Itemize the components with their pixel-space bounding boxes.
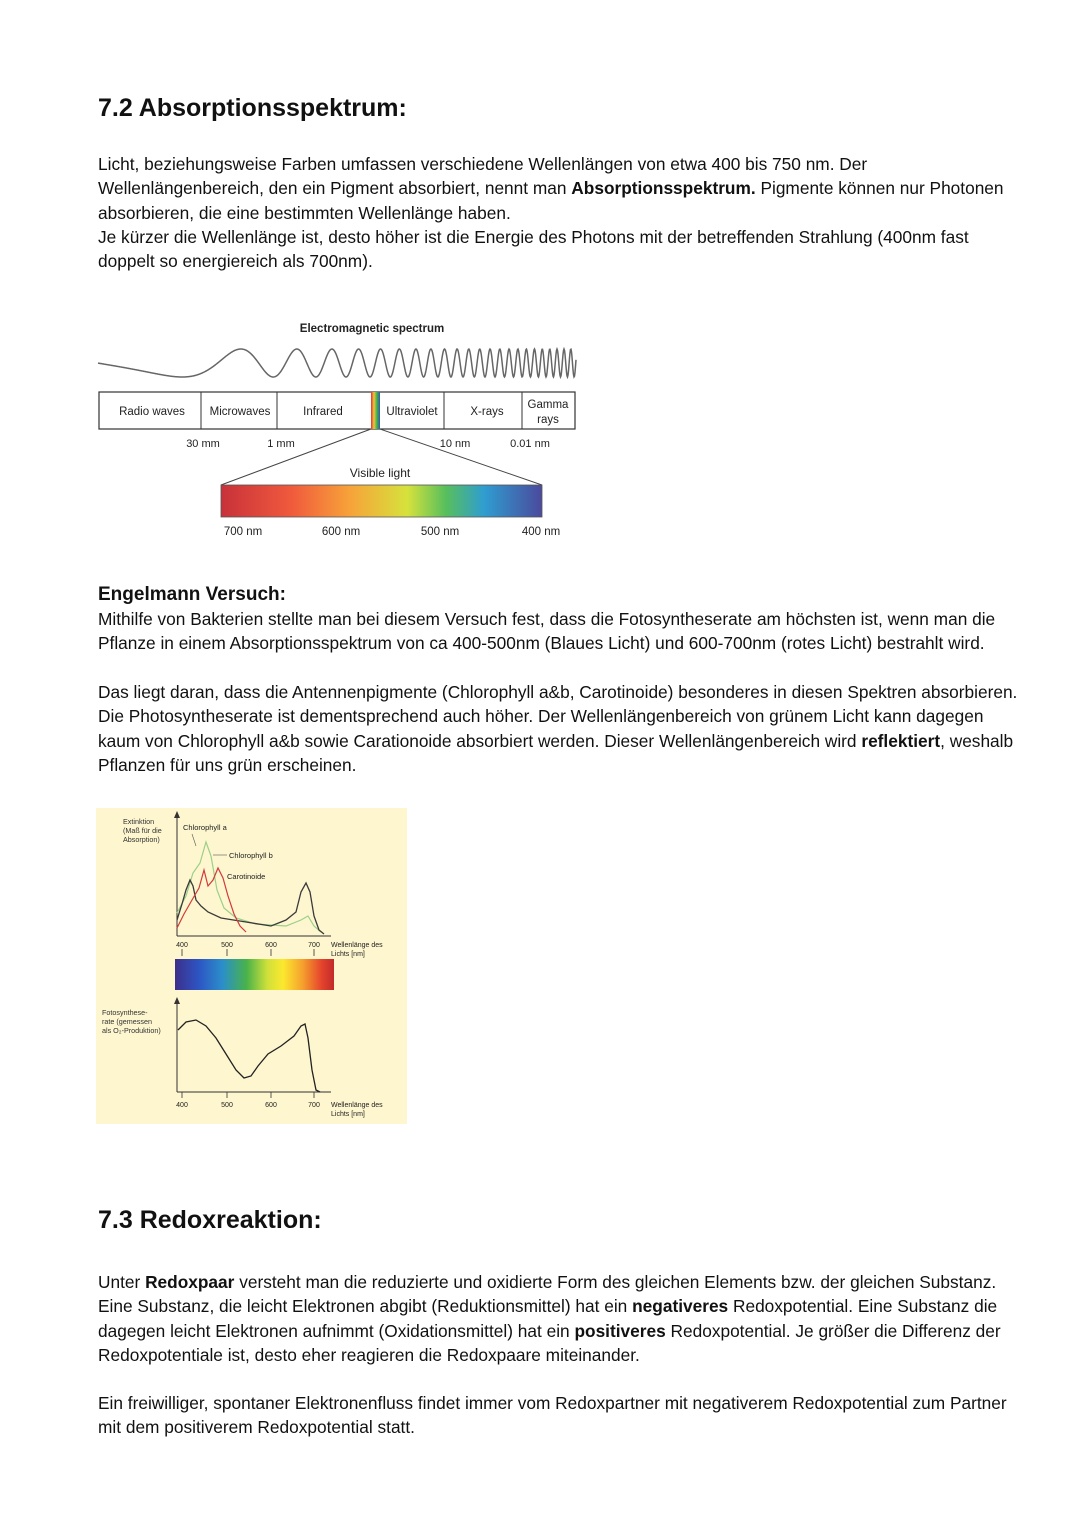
- series-label-chlorophyll-b: Chlorophyll b: [229, 851, 273, 860]
- em-title: Electromagnetic spectrum: [299, 323, 445, 335]
- text: Das liegt daran, dass die Antennenpigmente (Chlorophyll a&b, Carotinoide) besonderes in diesen Spektren absorbieren. Die Photosyntheserate ist dementsprechend auch höher. Der Wellenlängenbereich von grünem Licht kann dagegen kaum von Chlorophyll a&b sowie Carationoide absorbiert werden. Dieser Wellenlängenbereich wird: [98, 682, 1018, 751]
- band-gamma: Gamma: [527, 399, 569, 411]
- ylabel-extinktion-2: (Maß für die: [123, 826, 162, 835]
- bold-term: positiveres: [574, 1320, 666, 1341]
- visible-tick-600: 600 nm: [321, 526, 361, 538]
- scale-1mm: 1 mm: [267, 438, 295, 450]
- visible-light-label: Visible light: [349, 466, 411, 480]
- text: Pigmente können nur Photonen absorbieren, die eine bestimmten Wellenlänge haben.: [98, 178, 1004, 223]
- ylabel-extinktion-3: Absorption): [123, 835, 160, 844]
- ylabel-fotosynthese-1: Fotosynthese-: [102, 1008, 148, 1017]
- visible-gradient-bar: [221, 485, 542, 517]
- section-title-absorption: 7.2 Absorptionsspektrum:: [98, 94, 407, 122]
- band-microwaves: Microwaves: [209, 406, 271, 418]
- bold-term: negativeres: [632, 1296, 729, 1317]
- ylabel-fotosynthese-2: rate (gemessen: [102, 1017, 152, 1026]
- top-xlabel-1: Wellenlänge des: [331, 942, 383, 949]
- visible-strip: [371, 392, 380, 429]
- top-xlabel-2: Lichts [nm]: [331, 951, 365, 958]
- text: , weshalb Pflanzen für uns grün erscheinen.: [98, 730, 1014, 776]
- electromagnetic-spectrum-figure: [90, 315, 590, 550]
- bottom-xlabel-2: Lichts [nm]: [331, 1111, 365, 1118]
- paragraph-redox-pair: [98, 1270, 1028, 1368]
- bottom-tick-600: 600: [265, 1102, 277, 1109]
- spectrum-color-bar: [175, 959, 334, 990]
- paragraph-electron-flow: Ein freiwilliger, spontaner Elektronenfluss findet immer vom Redoxpartner mit negativerem Redoxpotential zum Partner mit dem positiverem Redoxpotential statt.: [98, 1393, 1007, 1438]
- bottom-xlabel-1: Wellenlänge des: [331, 1102, 383, 1109]
- series-label-chlorophyll-a: Chlorophyll a: [183, 823, 227, 832]
- text: Redoxpotential. Eine Substanz die dagegen leicht Elektronen aufnimmt (Oxidationsmittel) hat ein: [98, 1296, 998, 1341]
- bold-term: reflektiert: [861, 730, 941, 751]
- visible-tick-400: 400 nm: [521, 526, 561, 538]
- ylabel-extinktion-1: Extinktion: [123, 817, 155, 826]
- paragraph-absorption-intro: [98, 152, 1028, 225]
- paragraph-wavelength-energy: Je kürzer die Wellenlänge ist, desto höher ist die Energie des Photons mit der betreffenden Strahlung (400nm fast doppelt so energiereich als 700nm).: [98, 227, 969, 272]
- text: versteht man die reduzierte und oxidierte Form des gleichen Elements bzw. der gleichen Substanz. Eine Substanz, die leicht Elektronen abgibt (Reduktionsmittel) hat ein: [98, 1272, 997, 1317]
- ylabel-fotosynthese-3: als O₂-Produktion): [102, 1026, 161, 1035]
- band-infrared: Infrared: [303, 406, 343, 418]
- bold-term: Absorptionsspektrum.: [571, 178, 756, 199]
- text: Licht, beziehungsweise Farben umfassen verschiedene Wellenlängen von etwa 400 bis 750 nm. Der Wellenlängenbereich, den ein Pigment absorbiert, nennt man: [98, 154, 868, 199]
- scale-10nm: 10 nm: [439, 438, 471, 450]
- text: Redoxpotential. Je größer die Differenz der Redoxpotentiale ist, desto eher reagieren die Redoxpaare miteinander.: [98, 1320, 1001, 1366]
- bottom-tick-500: 500: [221, 1102, 233, 1109]
- subsection-title-engelmann: Engelmann Versuch:: [98, 584, 286, 605]
- band-radio-waves: Radio waves: [119, 406, 185, 418]
- bottom-tick-400: 400: [176, 1102, 188, 1109]
- bold-term: Redoxpaar: [145, 1272, 235, 1292]
- paragraph-antenna-pigments: [98, 680, 1028, 778]
- top-tick-700: 700: [308, 942, 320, 949]
- visible-tick-500: 500 nm: [420, 526, 460, 538]
- top-tick-500: 500: [221, 942, 233, 949]
- text: Unter: [98, 1272, 146, 1292]
- paragraph-engelmann-experiment: Mithilfe von Bakterien stellte man bei diesem Versuch fest, dass die Fotosyntheserate am höchsten ist, wenn man die Pflanze in einem Absorptionsspektrum von ca 400-500nm (Blaues Licht) und 600-700nm (rotes Licht) bestrahlt wird.: [98, 609, 996, 654]
- scale-001nm: 0.01 nm: [510, 438, 550, 450]
- band-gamma-rays: rays: [537, 414, 559, 426]
- band-ultraviolet: Ultraviolet: [386, 406, 438, 418]
- top-tick-600: 600: [265, 942, 277, 949]
- visible-tick-700: 700 nm: [223, 526, 263, 538]
- top-tick-400: 400: [176, 942, 188, 949]
- bottom-tick-700: 700: [308, 1102, 320, 1109]
- em-wave: [98, 349, 576, 377]
- scale-30mm: 30 mm: [186, 438, 220, 450]
- section-title-redox: 7.3 Redoxreaktion:: [98, 1206, 322, 1234]
- absorption-spectrum-figure: [96, 808, 407, 1124]
- series-label-carotinoide: Carotinoide: [227, 872, 266, 881]
- band-x-rays: X-rays: [470, 406, 504, 418]
